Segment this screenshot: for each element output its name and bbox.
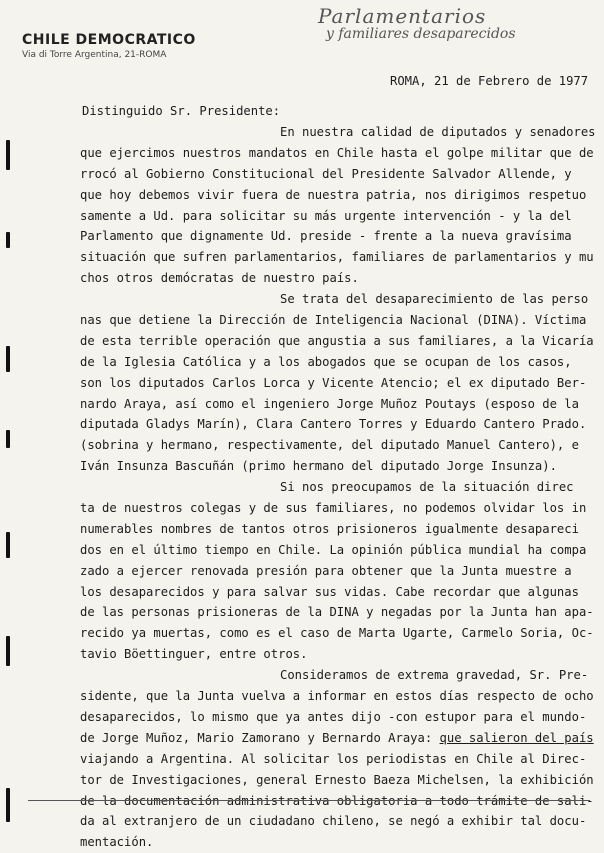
- underlined-phrase: que salieron del país: [439, 730, 594, 745]
- text-line: En nuestra calidad de diputados y senadores: [280, 125, 596, 139]
- organization-address: Via di Torre Argentina, 21-ROMA: [22, 50, 167, 60]
- text-line: samente a Ud. para solicitar su más urgente intervención - y la del: [80, 208, 572, 223]
- text-line: Parlamento que dignamente Ud. preside - frente a la nueva gravísima: [80, 229, 572, 244]
- margin-mark: [6, 232, 10, 248]
- text-line: tor de Investigaciones, general Ernesto Baeza Michelsen, la exhibición: [80, 772, 594, 787]
- text-line: Se trata del desaparecimiento de las perso: [280, 292, 589, 307]
- text-line: de la Iglesia Católica y a los abogados que se ocupan de los casos,: [80, 354, 572, 369]
- handwritten-note: [318, 4, 598, 42]
- organization-name: CHILE DEMOCRATICO: [22, 32, 196, 48]
- text-line: nas que detiene la Dirección de Inteligencia Nacional (DINA). Víctima: [80, 313, 587, 328]
- text-line: los desaparecidos y para salvar sus vidas. Cabe recordar que algunas: [80, 584, 579, 599]
- text-segment: de Jorge Muñoz, Mario Zamorano y Bernardo Araya:: [80, 730, 440, 745]
- text-line: recido ya muertas, como es el caso de Marta Ugarte, Carmelo Soria, Oc-: [80, 626, 594, 641]
- letter-body: [80, 122, 600, 853]
- text-line: dos en el último tiempo en Chile. La opinión pública mundial ha compa: [80, 542, 587, 557]
- text-line: diputada Gladys Marín), Clara Cantero Torres y Eduardo Cantero Prado.: [80, 417, 587, 432]
- text-line: que ejercimos nuestros mandatos en Chile hasta el golpe militar que de: [80, 145, 594, 160]
- text-line: situación que sufren parlamentarios, familiares de parlamentarios y mu: [80, 250, 594, 265]
- salutation: Distinguido Sr. Presidente:: [82, 104, 281, 118]
- text-line: tavio Böettinguer, entre otros.: [80, 647, 308, 662]
- text-line: numerables nombres de tantos otros prisioneros igualmente desapareci: [80, 521, 579, 536]
- text-line: chos otros demócratas de nuestro país.: [80, 271, 359, 286]
- text-line: son los diputados Carlos Lorca y Vicente Atencio; el ex diputado Ber-: [80, 375, 587, 390]
- text-line: de las personas prisioneras de la DINA y negadas por la Junta han apa-: [80, 605, 594, 620]
- margin-mark: [6, 636, 10, 666]
- bottom-rule: [28, 800, 590, 801]
- letterhead: [22, 32, 196, 60]
- text-line: ta de nuestros colegas y de sus familiares, no podemos olvidar los in: [80, 501, 587, 516]
- text-line: de esta terrible operación que angustia a sus familiares, a la Vicaría: [80, 333, 594, 348]
- text-line: [80, 728, 600, 749]
- margin-mark: [6, 346, 10, 372]
- text-line: desaparecidos, lo mismo que ya antes dijo -con estupor para el mundo-: [80, 709, 587, 724]
- text-line: nardo Araya, así como el ingeniero Jorge Muñoz Poutays (esposo de la: [80, 396, 579, 411]
- handwritten-line: Parlamentarios: [318, 4, 487, 28]
- margin-mark: [6, 788, 10, 822]
- text-line: que hoy debemos vivir fuera de nuestra patria, nos dirigimos respetuo: [80, 187, 587, 202]
- text-line: sidente, que la Junta vuelva a informar en estos días respecto de ocho: [80, 689, 594, 704]
- margin-mark: [6, 532, 10, 558]
- date-line: ROMA, 21 de Febrero de 1977: [390, 74, 589, 88]
- text-line: mentación.: [80, 835, 154, 850]
- text-line: zado a ejercer renovada presión para obtener que la Junta muestre a: [80, 563, 572, 578]
- text-line: (sobrina y hermano, respectivamente, del diputado Manuel Cantero), e: [80, 438, 579, 453]
- text-line: da al extranjero de un ciudadano chileno, se negó a exhibir tal docu-: [80, 814, 587, 829]
- text-line: rrocó al Gobierno Constitucional del Presidente Salvador Allende, y: [80, 166, 572, 181]
- text-line: Iván Insunza Bascuñán (primo hermano del diputado Jorge Insunza).: [80, 459, 557, 474]
- text-line: Si nos preocupamos de la situación direc: [280, 480, 574, 495]
- handwritten-line: y familiares desaparecidos: [326, 26, 516, 42]
- text-line: viajando a Argentina. Al solicitar los periodistas en Chile al Direc-: [80, 751, 587, 766]
- text-line: de la documentación administrativa obligatoria a todo trámite de sali-: [80, 793, 594, 808]
- margin-mark: [6, 140, 10, 170]
- text-line: Consideramos de extrema gravedad, Sr. Pre-: [280, 668, 589, 683]
- margin-mark: [6, 430, 10, 448]
